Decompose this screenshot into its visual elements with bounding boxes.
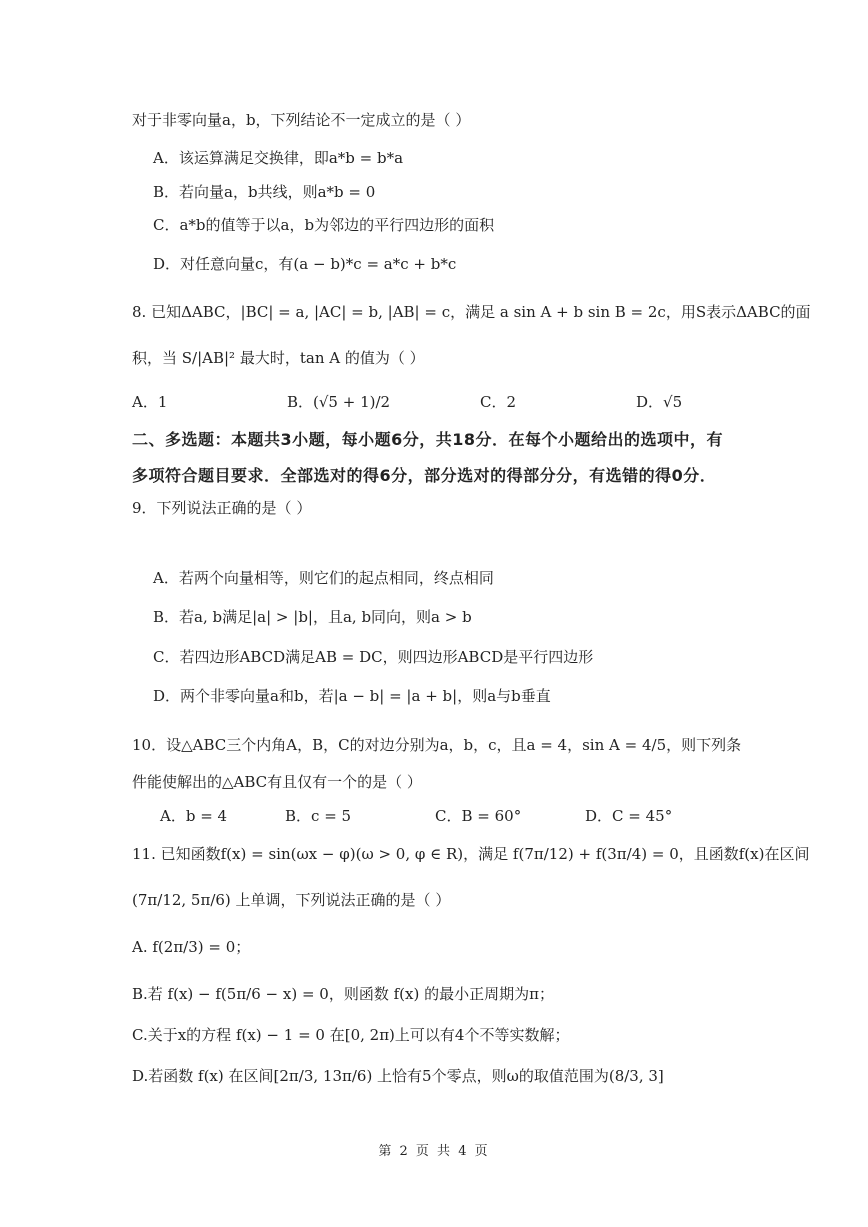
- q8-stem-line2: 积，当 S/|AB|² 最大时，tan A 的值为（ ）: [132, 349, 425, 367]
- q11-option-b: B.若 f(x) − f(5π/6 − x) = 0，则函数 f(x) 的最小正周期为π；: [132, 985, 554, 1003]
- q11-option-d: D.若函数 f(x) 在区间[2π/3, 13π/6) 上恰有5个零点，则ω的取值范围为(8/3, 3]: [132, 1067, 664, 1085]
- q8-option-b: B．(√5 + 1)/2: [287, 393, 391, 411]
- q9-option-b: B．若a, b满足|a| > |b|，且a, b同向，则a > b: [153, 608, 472, 626]
- q9-stem: 9．下列说法正确的是（ ）: [132, 499, 312, 517]
- q10-option-d: D．C = 45°: [585, 807, 673, 825]
- q7-stem: 对于非零向量a，b，下列结论不一定成立的是（ ）: [132, 111, 471, 129]
- q8-option-c: C．2: [480, 393, 517, 411]
- q9-option-d: D．两个非零向量a和b，若|a − b| = |a + b|，则a与b垂直: [153, 687, 551, 705]
- q7-option-a: A．该运算满足交换律，即a*b = b*a: [153, 149, 404, 167]
- q7-option-d: D．对任意向量c，有(a − b)*c = a*c + b*c: [153, 255, 457, 273]
- section2-heading-line1: 二、多选题：本题共3小题，每小题6分，共18分．在每个小题给出的选项中，有: [132, 430, 724, 449]
- q8-stem-line1: 8. 已知ΔABC，|BC| = a, |AC| = b, |AB| = c，满足 a sin A + b sin B = 2c，用S表示ΔABC的面: [132, 303, 811, 321]
- q10-stem-line2: 件能使解出的△ABC有且仅有一个的是（ ）: [132, 773, 422, 791]
- q11-option-c: C.关于x的方程 f(x) − 1 = 0 在[0, 2π)上可以有4个不等实数解；: [132, 1026, 570, 1044]
- q7-option-b: B．若向量a，b共线，则a*b = 0: [153, 183, 376, 201]
- q9-option-a: A．若两个向量相等，则它们的起点相同，终点相同: [153, 569, 494, 587]
- q8-option-d: D．√5: [636, 393, 683, 411]
- q7-option-c: C．a*b的值等于以a，b为邻边的平行四边形的面积: [153, 216, 495, 234]
- q8-option-a: A．1: [132, 393, 168, 411]
- q11-option-a: A. f(2π/3) = 0；: [132, 938, 251, 956]
- section2-heading-line2: 多项符合题目要求．全部选对的得6分，部分选对的得部分分，有选错的得0分．: [132, 466, 717, 485]
- q9-option-c: C．若四边形ABCD满足AB = DC，则四边形ABCD是平行四边形: [153, 648, 594, 666]
- q11-stem-line1: 11. 已知函数f(x) = sin(ωx − φ)(ω > 0, φ ∈ R)，满足 f(7π/12) + f(3π/4) = 0，且函数f(x)在区间: [132, 845, 810, 863]
- page-footer: 第 2 页 共 4 页: [378, 1144, 490, 1159]
- q10-option-a: A．b = 4: [160, 807, 228, 825]
- q11-stem-line2: (7π/12, 5π/6) 上单调，下列说法正确的是（ ）: [132, 891, 451, 909]
- q10-option-c: C．B = 60°: [435, 807, 522, 825]
- q10-option-b: B．c = 5: [285, 807, 352, 825]
- q10-stem-line1: 10．设△ABC三个内角A，B，C的对边分别为a，b，c，且a = 4，sin A = 4/5，则下列条: [132, 736, 742, 754]
